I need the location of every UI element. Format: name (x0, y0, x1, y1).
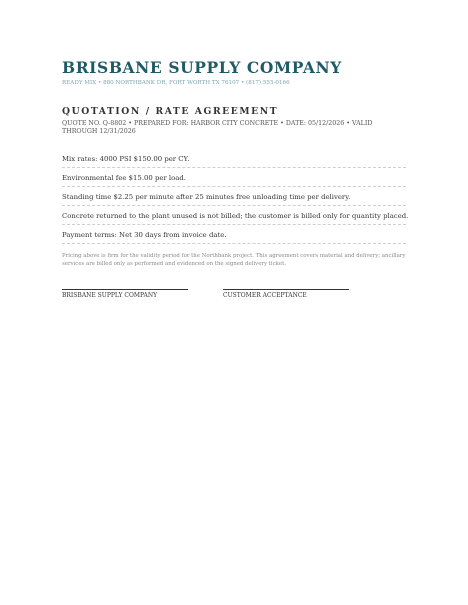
company-name: BRISBANE SUPPLY COMPANY (62, 58, 342, 77)
signature-line-company: BRISBANE SUPPLY COMPANY (62, 289, 188, 300)
company-contact-line: READY MIX • 880 NORTHBANK DR, FORT WORTH TX 76107 • (817) 555-0166 (62, 80, 290, 86)
quote-meta-line: QUOTE NO. Q-8802 • PREPARED FOR: HARBOR CITY CONCRETE • DATE: 05/12/2026 • VALID THROUGH 12/31/2026 (62, 120, 373, 135)
term-standing-time: Standing time $2.25 per minute after 25 minutes free unloading time per delivery. (62, 193, 406, 206)
term-returned-concrete: Concrete returned to the plant unused is not billed; the customer is billed only for quantity placed. (62, 212, 406, 225)
term-mix-rates: Mix rates: 4000 PSI $150.00 per CY. (62, 155, 406, 168)
document-title: QUOTATION / RATE AGREEMENT (62, 106, 279, 117)
document-page (62, 56, 409, 299)
terms-list (62, 155, 409, 244)
signature-line-customer: CUSTOMER ACCEPTANCE (223, 289, 349, 300)
signature-block (62, 289, 406, 309)
pricing-note: Pricing above is firm for the validity period for the Northbank project. This agreement covers material and delivery; ancillary services are billed only as performed and evidenced on the signed delivery ticket. (62, 253, 406, 267)
term-payment: Payment terms: Net 30 days from invoice date. (62, 231, 406, 244)
term-environmental-fee: Environmental fee $15.00 per load. (62, 174, 406, 187)
